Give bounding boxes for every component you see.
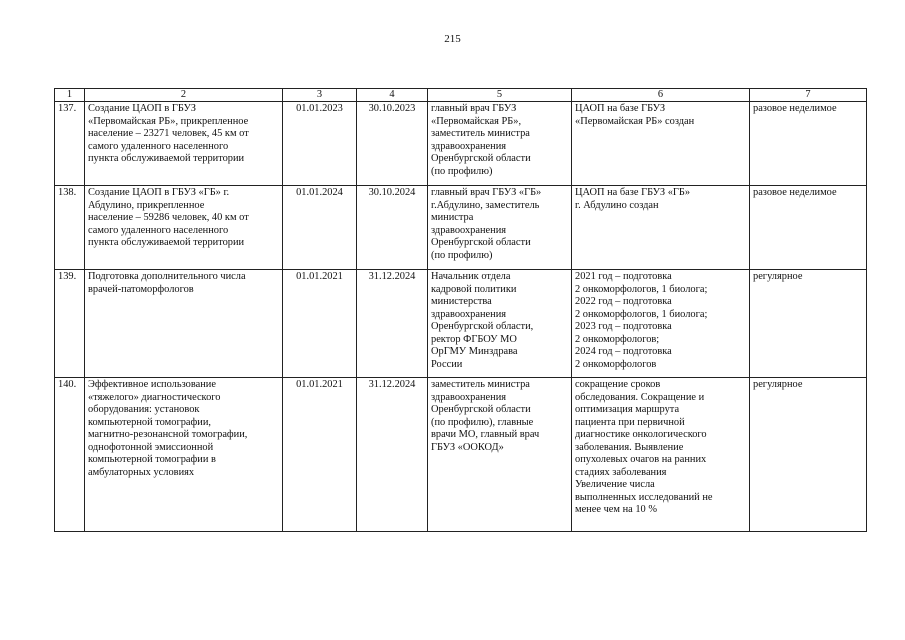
- task-description: Создание ЦАОП в ГБУЗ «Первомайская РБ», прикрепленное население – 23271 человек, 45 км от самого удаленного населенного пункта обслуживаемой территории: [85, 102, 283, 186]
- measures-table: [54, 88, 867, 532]
- column-header: 6: [572, 89, 750, 102]
- table-row: [55, 102, 867, 186]
- responsible-party: главный врач ГБУЗ «Первомайская РБ», заместитель министра здравоохранения Оренбургской области (по профилю): [428, 102, 572, 186]
- measure-type: разовое неделимое: [750, 102, 867, 186]
- expected-result: 2021 год – подготовка 2 онкоморфологов, 1 биолога; 2022 год – подготовка 2 онкоморфологов, 1 биолога; 2023 год – подготовка 2 онкоморфологов; 2024 год – подготовка 2 онкоморфологов: [572, 270, 750, 378]
- expected-result: ЦАОП на базе ГБУЗ «Первомайская РБ» создан: [572, 102, 750, 186]
- measure-type: регулярное: [750, 378, 867, 532]
- table-row: [55, 270, 867, 378]
- column-header: 4: [357, 89, 428, 102]
- end-date: 31.12.2024: [357, 270, 428, 378]
- task-description: Эффективное использование «тяжелого» диагностического оборудования: установок компьютерной томографии, магнитно-резонансной томографии, однофотонной эмиссионной компьютерной томографии в амбулаторных условиях: [85, 378, 283, 532]
- page-number: 215: [444, 33, 461, 45]
- end-date: 31.12.2024: [357, 378, 428, 532]
- table-row: [55, 186, 867, 270]
- start-date: 01.01.2021: [283, 270, 357, 378]
- column-header: 3: [283, 89, 357, 102]
- expected-result: сокращение сроков обследования. Сокращение и оптимизация маршрута пациента при первичной диагностике онкологического заболевания. Выявление опухолевых очагов на ранних стадиях заболевания Увеличение числа выполненных исследований не менее чем на 10 %: [572, 378, 750, 532]
- responsible-party: главный врач ГБУЗ «ГБ» г.Абдулино, заместитель министра здравоохранения Оренбургской области (по профилю): [428, 186, 572, 270]
- start-date: 01.01.2021: [283, 378, 357, 532]
- expected-result: ЦАОП на базе ГБУЗ «ГБ» г. Абдулино создан: [572, 186, 750, 270]
- task-description: Подготовка дополнительного числа врачей-патоморфологов: [85, 270, 283, 378]
- end-date: 30.10.2024: [357, 186, 428, 270]
- row-number: 138.: [55, 186, 85, 270]
- responsible-party: заместитель министра здравоохранения Оренбургской области (по профилю), главные врачи МО, главный врач ГБУЗ «ООКОД»: [428, 378, 572, 532]
- row-number: 139.: [55, 270, 85, 378]
- column-header: 1: [55, 89, 85, 102]
- table-header-row: [55, 89, 867, 102]
- row-number: 140.: [55, 378, 85, 532]
- column-header: 2: [85, 89, 283, 102]
- measure-type: регулярное: [750, 270, 867, 378]
- responsible-party: Начальник отдела кадровой политики министерства здравоохранения Оренбургской области, ректор ФГБОУ МО ОрГМУ Минздрава России: [428, 270, 572, 378]
- row-number: 137.: [55, 102, 85, 186]
- column-header: 7: [750, 89, 867, 102]
- start-date: 01.01.2024: [283, 186, 357, 270]
- table-row: [55, 378, 867, 532]
- task-description: Создание ЦАОП в ГБУЗ «ГБ» г. Абдулино, прикрепленное население – 59286 человек, 40 км от самого удаленного населенного пункта обслуживаемой территории: [85, 186, 283, 270]
- measure-type: разовое неделимое: [750, 186, 867, 270]
- column-header: 5: [428, 89, 572, 102]
- end-date: 30.10.2023: [357, 102, 428, 186]
- start-date: 01.01.2023: [283, 102, 357, 186]
